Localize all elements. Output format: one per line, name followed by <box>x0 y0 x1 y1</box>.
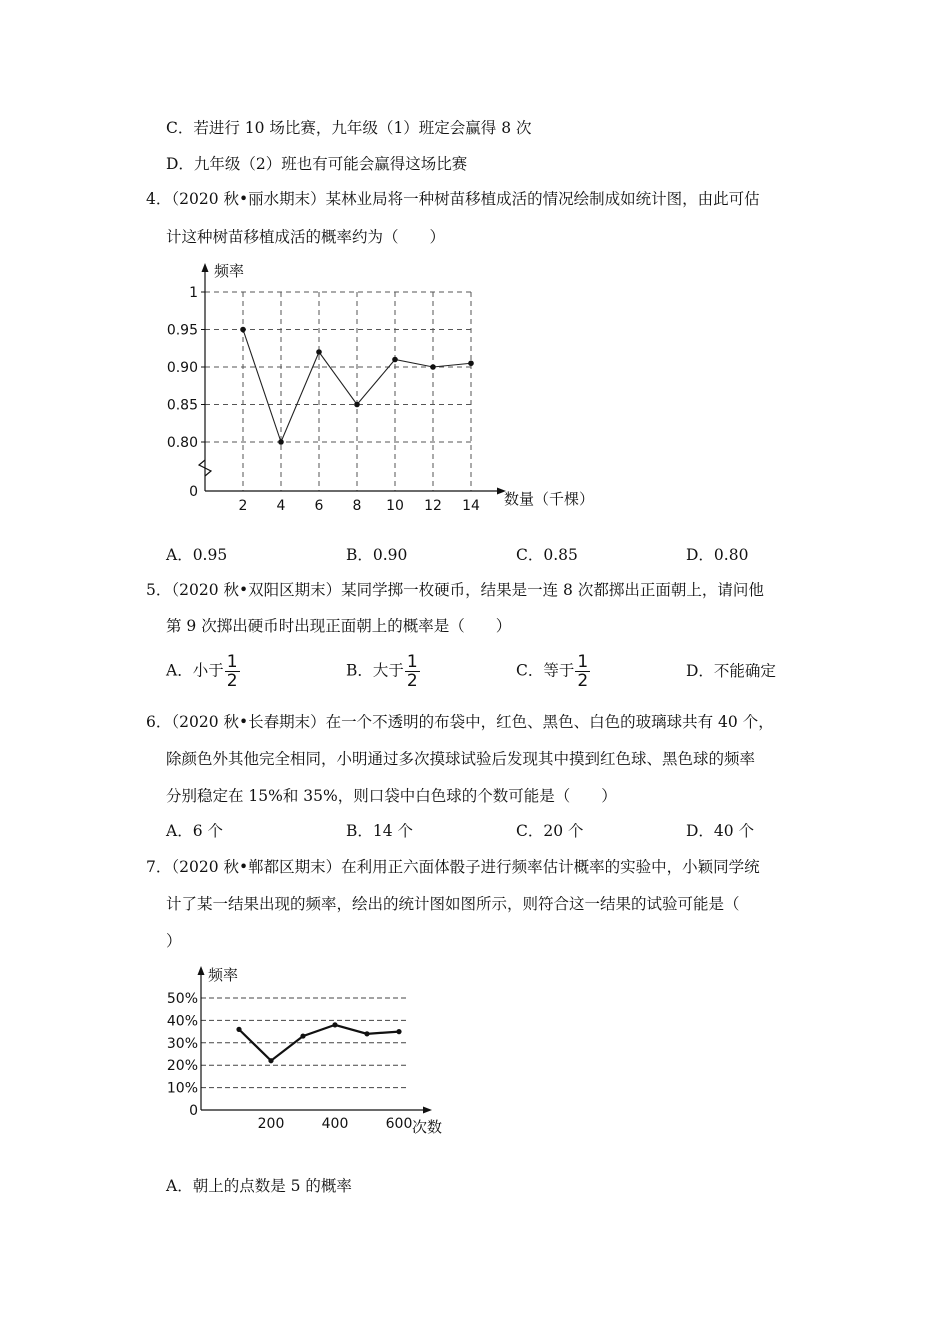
chart1-ytick-label: 0.90 <box>166 360 198 376</box>
q4-option-d: D．0.80 <box>686 546 749 564</box>
chart2-point <box>396 1029 401 1034</box>
q5-option-c <box>516 653 590 690</box>
chart1-point <box>240 327 246 333</box>
q5-stem-line2: 第 9 次掷出硬币时出现正面朝上的概率是（ ） <box>166 617 512 635</box>
chart2-ytick-label: 40% <box>166 1013 198 1030</box>
q4-stem-line1: 4．（2020 秋•丽水期末）某林业局将一种树苗移植成活的情况绘制成如统计图，由此可估 <box>146 190 760 208</box>
chart1-xtick-label: 12 <box>424 498 442 514</box>
q4-option-a: A．0.95 <box>166 546 228 564</box>
chart1-point <box>392 357 398 363</box>
q3-option-c: C．若进行 10 场比赛，九年级（1）班定会赢得 8 次 <box>166 119 532 137</box>
q5-option-a <box>166 653 240 690</box>
chart2-point <box>300 1033 305 1038</box>
chart2-xlabel: 次数 <box>412 1118 443 1136</box>
chart2-point <box>364 1031 369 1036</box>
q7-option-a: A．朝上的点数是 5 的概率 <box>166 1177 352 1195</box>
chart2-xtick-label: 600 <box>385 1116 413 1132</box>
chart2-ytick-label: 20% <box>166 1058 198 1075</box>
chart2-ylabel: 频率 <box>208 966 239 984</box>
chart1-ytick-label: 0.95 <box>166 322 198 339</box>
chart1-point <box>316 349 322 355</box>
chart1-ytick-label: 0 <box>189 484 198 500</box>
chart1-ytick-label: 0.80 <box>166 435 198 451</box>
chart2-ytick-label: 0 <box>189 1103 198 1119</box>
q5-option-d: D．不能确定 <box>686 662 776 680</box>
q3-option-d: D．九年级（2）班也有可能会赢得这场比赛 <box>166 155 468 173</box>
q5-option-b-prefix: B．大于 <box>346 661 404 680</box>
q7-line-chart <box>160 960 460 1140</box>
chart2-ytick-label: 30% <box>166 1035 198 1052</box>
q6-stem-line3: 分别稳定在 15%和 35%，则口袋中白色球的个数可能是（ ） <box>166 787 617 805</box>
chart1-xtick-label: 8 <box>352 498 362 514</box>
chart1-ylabel: 频率 <box>214 262 245 280</box>
q4-option-b: B．0.90 <box>346 546 408 564</box>
q5-option-a-prefix: A．小于 <box>166 661 224 680</box>
q6-stem-line2: 除颜色外其他完全相同，小明通过多次摸球试验后发现其中摸到红色球、黑色球的频率 <box>166 750 756 768</box>
fraction: $\frac{1}{2}$ <box>577 652 589 691</box>
q4-option-c: C．0.85 <box>516 546 578 564</box>
chart2-point <box>332 1022 337 1027</box>
chart2-xtick-label: 200 <box>257 1116 285 1132</box>
chart1-point <box>430 364 436 370</box>
chart2-point <box>268 1058 273 1063</box>
chart1-xtick-label: 10 <box>386 498 404 514</box>
q4-stem-line2: 计这种树苗移植成活的概率约为（ ） <box>166 228 446 246</box>
chart1-ytick-label: 0.85 <box>166 397 198 414</box>
q6-option-b: B．14 个 <box>346 822 414 840</box>
q5-option-b <box>346 653 420 690</box>
q6-stem-line1: 6．（2020 秋•长春期末）在一个不透明的布袋中，红色、黑色、白色的玻璃球共有 40 个， <box>146 713 774 731</box>
chart1-ytick-label: 1 <box>189 285 198 301</box>
q5-stem-line1: 5．（2020 秋•双阳区期末）某同学掷一枚硬币，结果是一连 8 次都掷出正面朝上，请问他 <box>146 581 764 599</box>
chart1-xtick-label: 4 <box>276 498 286 514</box>
chart2-ytick-label: 10% <box>166 1080 198 1097</box>
chart1-point <box>278 439 284 445</box>
q7-stem-line1: 7．（2020 秋•郸都区期末）在利用正六面体骰子进行频率估计概率的实验中，小颖同学统 <box>146 858 760 876</box>
chart1-xtick-label: 14 <box>462 498 480 514</box>
chart1-point <box>354 402 360 408</box>
chart1-xtick-label: 6 <box>314 498 324 514</box>
q6-option-a: A．6 个 <box>166 822 223 840</box>
chart2-ytick-label: 50% <box>166 991 198 1007</box>
chart1-xtick-label: 2 <box>238 498 248 514</box>
chart1-xlabel: 数量（千棵） <box>504 490 595 508</box>
q6-option-d: D．40 个 <box>686 822 755 840</box>
q4-line-chart <box>160 255 620 525</box>
q7-stem-line3: ） <box>166 932 182 950</box>
q6-option-c: C．20 个 <box>516 822 584 840</box>
chart2-xtick-label: 400 <box>321 1116 349 1132</box>
chart1-point <box>468 360 474 366</box>
q5-option-c-prefix: C．等于 <box>516 661 575 680</box>
q7-stem-line2: 计了某一结果出现的频率，绘出的统计图如图所示，则符合这一结果的试验可能是（ <box>166 895 740 913</box>
chart2-series-line <box>239 1025 399 1061</box>
chart2-point <box>236 1027 241 1032</box>
fraction: $\frac{1}{2}$ <box>406 652 418 691</box>
fraction: $\frac{1}{2}$ <box>226 652 238 691</box>
